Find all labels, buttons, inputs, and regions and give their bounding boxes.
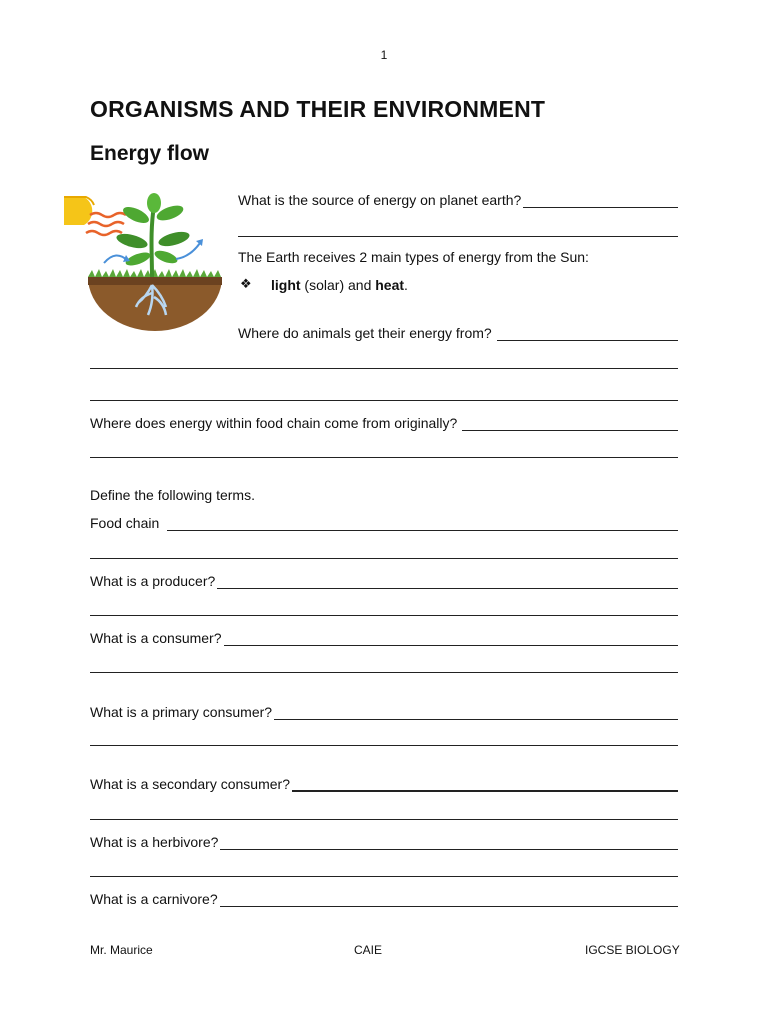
- question-food-chain: [90, 515, 678, 531]
- footer-author: Mr. Maurice: [90, 943, 153, 957]
- diamond-bullet-icon: ❖: [240, 277, 252, 292]
- question-source-energy: [238, 192, 678, 208]
- footer-board: CAIE: [354, 943, 383, 957]
- answer-line[interactable]: [90, 876, 678, 877]
- answer-line[interactable]: [238, 236, 678, 237]
- question-label: What is a herbivore?: [90, 834, 219, 850]
- question-herbivore: [90, 834, 678, 850]
- answer-line[interactable]: [90, 400, 678, 401]
- question-label: What is a primary consumer?: [90, 704, 273, 720]
- section-heading: Energy flow: [90, 142, 210, 165]
- question-secondary-consumer: [90, 776, 678, 792]
- bullet-text: (solar) and: [300, 277, 376, 293]
- question-animals-energy: [238, 325, 678, 341]
- question-producer: [90, 573, 678, 589]
- plant-sun-soil-icon: [64, 193, 224, 335]
- answer-line[interactable]: [90, 368, 678, 369]
- answer-line[interactable]: [220, 892, 678, 907]
- answer-line[interactable]: [90, 457, 678, 458]
- energy-types-text: The Earth receives 2 main types of energy from the Sun:: [238, 249, 589, 265]
- define-heading: Define the following terms.: [90, 487, 255, 503]
- answer-line[interactable]: [90, 745, 678, 746]
- page-number: 1: [380, 48, 388, 62]
- answer-line[interactable]: [217, 574, 678, 589]
- question-label: What is a consumer?: [90, 630, 222, 646]
- page-title: ORGANISMS AND THEIR ENVIRONMENT: [90, 96, 546, 122]
- footer-course: IGCSE BIOLOGY: [585, 943, 680, 957]
- answer-line[interactable]: [90, 819, 678, 820]
- answer-line[interactable]: [497, 326, 678, 341]
- question-label: What is a secondary consumer?: [90, 776, 290, 792]
- answer-line[interactable]: [462, 416, 678, 431]
- bullet-item: [271, 277, 408, 293]
- question-consumer: [90, 630, 678, 646]
- question-label: What is a producer?: [90, 573, 216, 589]
- question-label: Food chain: [90, 515, 160, 531]
- answer-line[interactable]: [292, 776, 678, 792]
- bullet-end: .: [404, 277, 408, 293]
- question-label: What is the source of energy on planet earth?: [238, 192, 522, 208]
- sun-icon: [64, 197, 92, 225]
- question-carnivore: [90, 891, 678, 907]
- question-label: Where do animals get their energy from?: [238, 325, 492, 341]
- question-primary-consumer: [90, 704, 678, 720]
- answer-line[interactable]: [224, 631, 679, 646]
- answer-line[interactable]: [90, 672, 678, 673]
- answer-line[interactable]: [90, 615, 678, 616]
- term-light: light: [271, 277, 301, 293]
- answer-line[interactable]: [220, 835, 678, 850]
- term-heat: heat: [375, 277, 405, 293]
- answer-line[interactable]: [274, 705, 678, 720]
- answer-line[interactable]: [90, 558, 678, 559]
- answer-line[interactable]: [167, 516, 678, 531]
- question-label: Where does energy within food chain come from originally?: [90, 415, 458, 431]
- answer-line[interactable]: [523, 193, 678, 208]
- question-food-chain-origin: [90, 415, 678, 431]
- question-label: What is a carnivore?: [90, 891, 218, 907]
